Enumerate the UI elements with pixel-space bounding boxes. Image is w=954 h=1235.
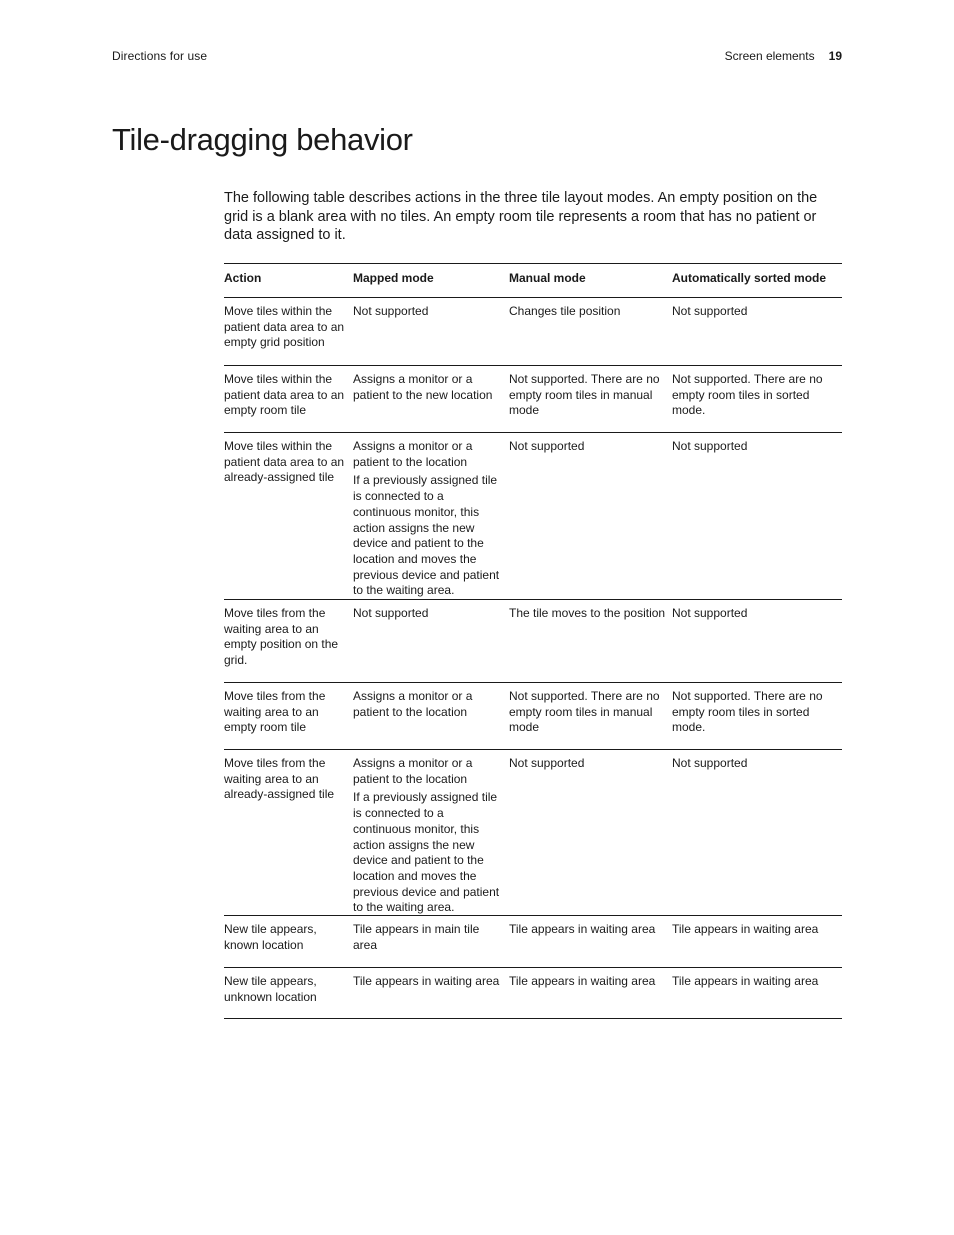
table-row xyxy=(224,298,842,366)
auto-sorted-mode-cell: Not supported. There are no empty room tiles in sorted mode. xyxy=(672,689,823,735)
table-row xyxy=(224,916,842,968)
auto-sorted-mode-cell: Tile appears in waiting area xyxy=(672,922,819,936)
section-name: Screen elements xyxy=(724,49,815,63)
table-row xyxy=(224,750,842,916)
action-cell: Move tiles from the waiting area to an already-assigned tile xyxy=(224,756,335,802)
auto-sorted-mode-cell: Not supported xyxy=(672,606,748,620)
manual-mode-cell: Not supported xyxy=(509,756,585,770)
manual-mode-cell: Not supported. There are no empty room tiles in manual mode xyxy=(509,372,660,418)
page-number: 19 xyxy=(828,49,842,63)
manual-mode-cell: The tile moves to the position xyxy=(509,606,666,620)
table-row xyxy=(224,683,842,750)
action-cell: Move tiles within the patient data area to an already-assigned tile xyxy=(224,439,345,485)
table-row xyxy=(224,600,842,683)
action-cell: New tile appears, known location xyxy=(224,922,317,952)
tile-dragging-table xyxy=(224,263,842,1019)
table-row xyxy=(224,366,842,433)
mapped-mode-text: Assigns a monitor or a patient to the location xyxy=(353,756,473,786)
auto-sorted-mode-cell: Not supported xyxy=(672,756,748,770)
column-header-action: Action xyxy=(224,271,262,285)
intro-paragraph: The following table describes actions in the three tile layout modes. An empty position on the grid is a blank area with no tiles. An empty room tile represents a room that has no patient or data assigned to it. xyxy=(224,190,818,244)
mapped-mode-cell: Tile appears in main tile area xyxy=(353,922,480,952)
column-header-manual-mode: Manual mode xyxy=(509,271,586,285)
column-header-mapped-mode: Mapped mode xyxy=(353,271,434,285)
table-row xyxy=(224,433,842,600)
manual-mode-cell: Tile appears in waiting area xyxy=(509,922,656,936)
mapped-mode-note: If a previously assigned tile is connected to a continuous monitor, this action assigns the new device and patient to the location and moves the previous device and patient to the waiting area. xyxy=(353,790,500,915)
table-row xyxy=(224,968,842,1019)
mapped-mode-cell: Assigns a monitor or a patient to the location xyxy=(353,689,473,719)
mapped-mode-cell: Not supported xyxy=(353,304,429,318)
page-title: Tile-dragging behavior xyxy=(112,122,413,157)
auto-sorted-mode-cell: Not supported xyxy=(672,304,748,318)
action-cell: Move tiles within the patient data area to an empty room tile xyxy=(224,372,345,418)
running-header-title: Directions for use xyxy=(112,49,208,63)
running-header-section xyxy=(725,49,842,63)
table-header-row xyxy=(224,264,842,298)
mapped-mode-cell: Assigns a monitor or a patient to the new location xyxy=(353,372,493,402)
action-cell: Move tiles from the waiting area to an empty position on the grid. xyxy=(224,606,339,668)
mapped-mode-note: If a previously assigned tile is connected to a continuous monitor, this action assigns the new device and patient to the location and moves the previous device and patient to the waiting area. xyxy=(353,473,500,598)
action-cell: Move tiles within the patient data area to an empty grid position xyxy=(224,304,345,350)
manual-mode-cell: Changes tile position xyxy=(509,304,621,318)
manual-mode-cell: Not supported. There are no empty room tiles in manual mode xyxy=(509,689,660,735)
column-header-auto-sorted-mode: Automatically sorted mode xyxy=(672,271,827,285)
auto-sorted-mode-cell: Not supported. There are no empty room tiles in sorted mode. xyxy=(672,372,823,418)
mapped-mode-cell: Not supported xyxy=(353,606,429,620)
manual-mode-cell: Not supported xyxy=(509,439,585,453)
manual-mode-cell: Tile appears in waiting area xyxy=(509,974,656,988)
auto-sorted-mode-cell: Not supported xyxy=(672,439,748,453)
mapped-mode-text: Assigns a monitor or a patient to the location xyxy=(353,439,473,469)
action-cell: Move tiles from the waiting area to an empty room tile xyxy=(224,689,326,735)
mapped-mode-cell xyxy=(353,756,509,916)
auto-sorted-mode-cell: Tile appears in waiting area xyxy=(672,974,819,988)
mapped-mode-cell xyxy=(353,439,509,599)
action-cell: New tile appears, unknown location xyxy=(224,974,317,1004)
mapped-mode-cell: Tile appears in waiting area xyxy=(353,974,500,988)
